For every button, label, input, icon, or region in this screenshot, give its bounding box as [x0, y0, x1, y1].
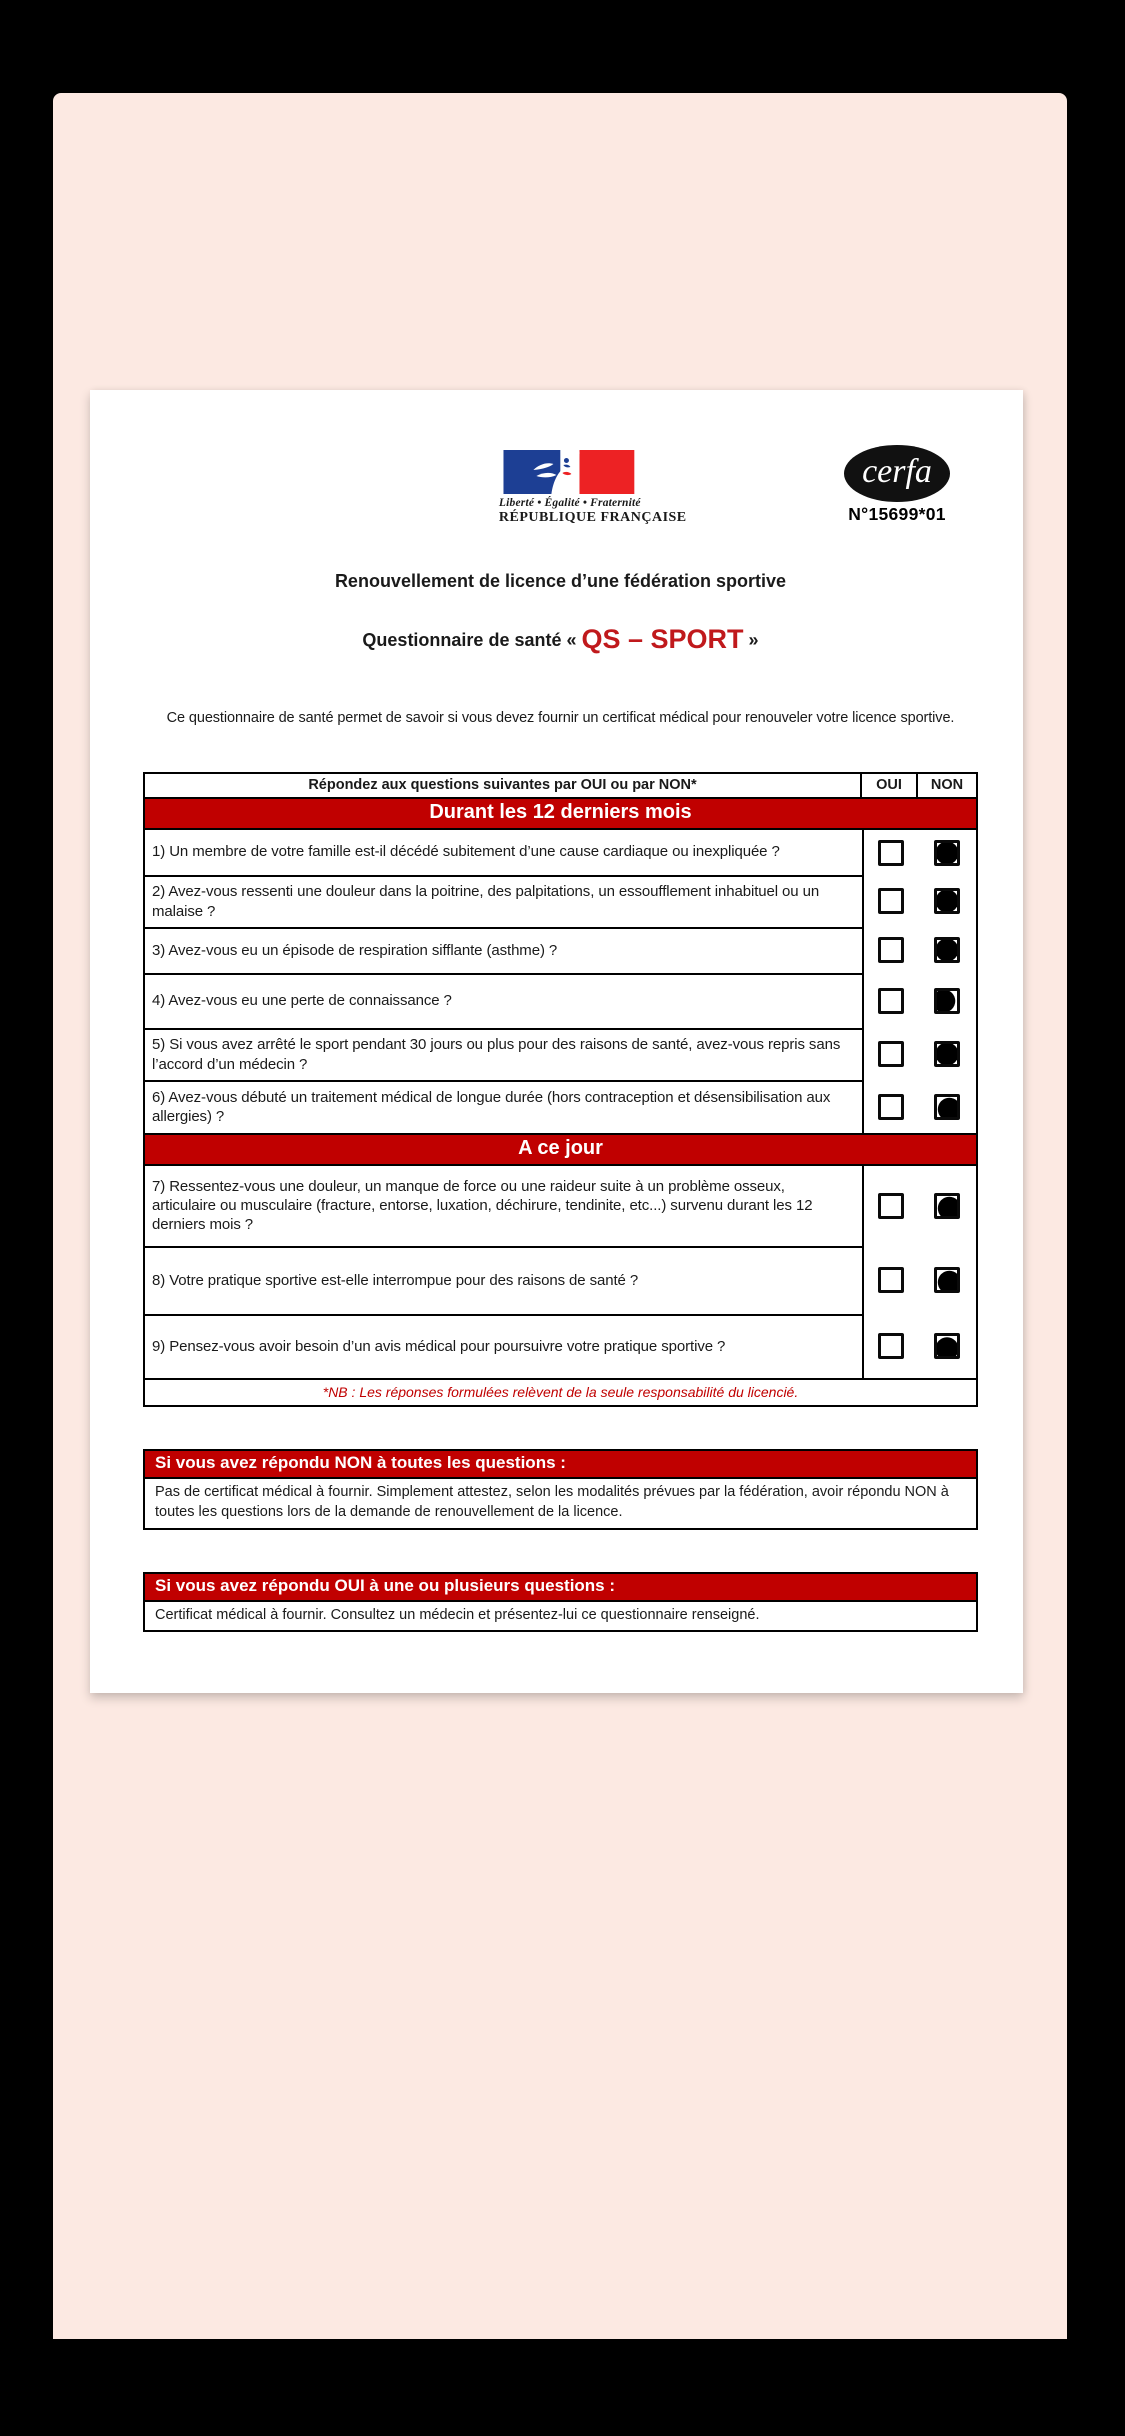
cerfa-ellipse-icon	[844, 445, 950, 502]
outcome-non-banner: Si vous avez répondu NON à toutes les questions :	[145, 1451, 976, 1479]
checkbox-oui-q6[interactable]	[878, 1094, 904, 1120]
checkbox-oui-q9[interactable]	[878, 1333, 904, 1359]
cell-non	[918, 830, 976, 875]
outcome-box-oui	[143, 1572, 978, 1632]
checkbox-oui-q7[interactable]	[878, 1193, 904, 1219]
checkbox-oui-q2[interactable]	[878, 888, 904, 914]
table-header-row	[145, 774, 976, 797]
cell-oui	[862, 830, 918, 875]
outcome-non-body: Pas de certificat médical à fournir. Simplement attestez, selon les modalités prévues par la fédération, avoir répondu NON à toutes les questions lors de la demande de renouvellement de la licence.	[155, 1484, 949, 1521]
logo-motto: Liberté • Égalité • Fraternité	[498, 497, 641, 509]
subtitle-highlight: QS – SPORT	[581, 624, 744, 654]
document-title: Renouvellement de licence d’une fédération sportive	[334, 571, 787, 591]
table-footnote: *NB : Les réponses formulées relèvent de la seule responsabilité du licencié.	[145, 1378, 976, 1405]
table-header-non: NON	[930, 777, 964, 793]
question-text: 4) Avez-vous eu une perte de connaissance ?	[145, 973, 862, 1028]
checkbox-non-q5[interactable]	[934, 1041, 960, 1067]
checkbox-non-q8[interactable]	[934, 1267, 960, 1293]
cell-oui	[862, 875, 918, 927]
checkbox-oui-q1[interactable]	[878, 840, 904, 866]
table-sections	[145, 797, 976, 1378]
cell-non	[918, 875, 976, 927]
outcome-oui-banner: Si vous avez répondu OUI à une ou plusieurs questions :	[145, 1574, 976, 1602]
question-text: 9) Pensez-vous avoir besoin d’un avis médical pour poursuivre votre pratique sportive ?	[145, 1314, 862, 1378]
checkbox-non-q1[interactable]	[934, 840, 960, 866]
cell-non	[918, 973, 976, 1028]
question-text: 3) Avez-vous eu un épisode de respiration sifflante (asthme) ?	[145, 927, 862, 973]
cerfa-number: N°15699*01	[848, 504, 946, 524]
cell-oui	[862, 1166, 918, 1246]
document-header	[143, 450, 978, 546]
outcome-box-non	[143, 1449, 978, 1530]
checkbox-non-q2[interactable]	[934, 888, 960, 914]
cell-oui	[862, 1314, 918, 1378]
question-text: 8) Votre pratique sportive est-elle interrompue pour des raisons de santé ?	[145, 1246, 862, 1314]
question-text: 5) Si vous avez arrêté le sport pendant 30 jours ou plus pour des raisons de santé, avez-vous repris sans l’accord d’un médecin ?	[145, 1028, 862, 1080]
intro-text: Ce questionnaire de santé permet de savoir si vous devez fournir un certificat médical pour renouveler votre licence sportive.	[166, 710, 955, 726]
checkbox-oui-q5[interactable]	[878, 1041, 904, 1067]
cell-non	[918, 927, 976, 973]
section-questions	[145, 1166, 976, 1378]
checkbox-oui-q4[interactable]	[878, 988, 904, 1014]
cell-non	[918, 1028, 976, 1080]
cell-oui	[862, 1080, 918, 1133]
cell-non	[918, 1166, 976, 1246]
french-flag-marianne-icon	[503, 450, 634, 494]
question-text: 6) Avez-vous débuté un traitement médical de longue durée (hors contraception et désensibilisation aux allergies) ?	[145, 1080, 862, 1133]
question-text: 2) Avez-vous ressenti une douleur dans la poitrine, des palpitations, un essoufflement inhabituel ou un malaise ?	[145, 875, 862, 927]
cerfa-word: cerfa	[862, 452, 932, 490]
section-questions	[145, 830, 976, 1133]
checkbox-non-q6[interactable]	[934, 1094, 960, 1120]
questionnaire-table	[143, 772, 978, 1407]
cell-non	[918, 1080, 976, 1133]
checkbox-non-q3[interactable]	[934, 937, 960, 963]
question-text: 1) Un membre de votre famille est-il décédé subitement d’une cause cardiaque ou inexpliquée ?	[152, 843, 780, 861]
subtitle-prefix: Questionnaire de santé «	[362, 630, 582, 650]
cell-oui	[862, 927, 918, 973]
checkbox-oui-q3[interactable]	[878, 937, 904, 963]
pdf-page	[90, 390, 1023, 1693]
checkbox-non-q7[interactable]	[934, 1193, 960, 1219]
subtitle-suffix: »	[743, 630, 759, 650]
checkbox-oui-q8[interactable]	[878, 1267, 904, 1293]
cerfa-logo	[841, 445, 953, 525]
document-subtitle	[143, 624, 978, 655]
cell-oui	[862, 1028, 918, 1080]
republique-francaise-logo	[498, 450, 687, 526]
cell-non	[918, 1314, 976, 1378]
table-header-oui: OUI	[862, 774, 918, 797]
question-text: 7) Ressentez-vous une douleur, un manque de force ou une raideur suite à un problème osseux, articulaire ou musculaire (fracture, entorse, luxation, déchirure, tendinite, etc...) survenu durant les 12 derniers mois ?	[152, 1177, 813, 1234]
logo-republic-label: RÉPUBLIQUE FRANÇAISE	[498, 510, 687, 525]
outcome-oui-body: Certificat médical à fournir. Consultez un médecin et présentez-lui ce questionnaire renseigné.	[155, 1606, 760, 1623]
cell-oui	[862, 973, 918, 1028]
pdf-viewer-background	[53, 93, 1067, 2339]
section-banner: A ce jour	[145, 1133, 976, 1166]
cell-oui	[862, 1246, 918, 1314]
cell-non	[918, 1246, 976, 1314]
checkbox-non-q4[interactable]	[934, 988, 960, 1014]
table-header-question: Répondez aux questions suivantes par OUI ou par NON*	[145, 774, 862, 797]
section-banner: Durant les 12 derniers mois	[145, 797, 976, 830]
checkbox-non-q9[interactable]	[934, 1333, 960, 1359]
